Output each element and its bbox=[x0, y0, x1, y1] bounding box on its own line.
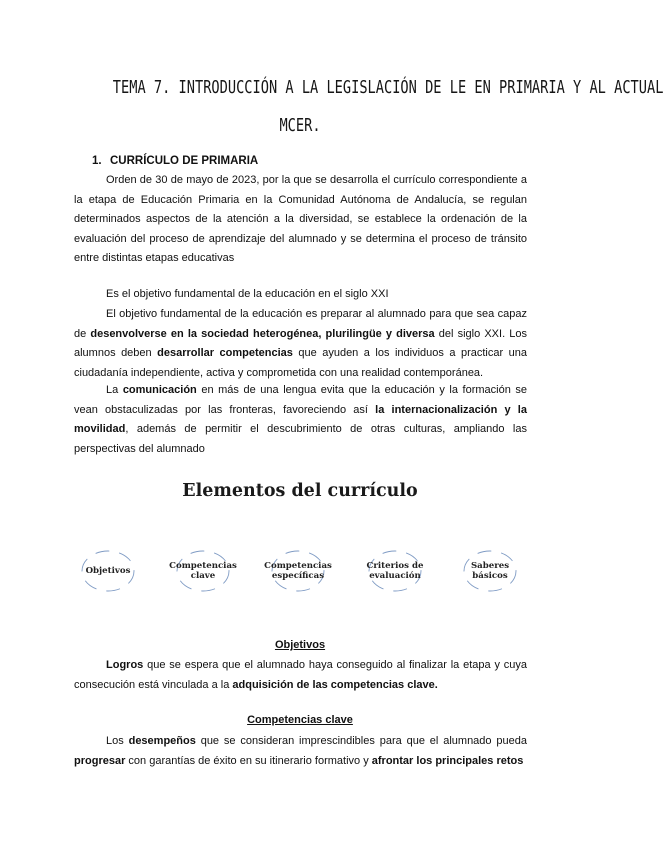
paragraph-objetivo-xxi bbox=[74, 285, 527, 305]
element-saberes-basicos bbox=[452, 548, 528, 594]
paragraph-objetivos bbox=[74, 656, 527, 695]
document-title-line-1: TEMA 7. INTRODUCCIÓN A LA LEGISLACIÓN DE LE EN PRIMARIA Y AL ACTUAL bbox=[112, 78, 663, 98]
bold-run: desempeños bbox=[128, 735, 196, 747]
element-label: Objetivos bbox=[85, 566, 131, 576]
text-run: en más de una lengua evita que la educación y la formación se vean obstaculizadas por las fronteras, favoreciendo así bbox=[74, 384, 527, 416]
section-heading-text: CURRÍCULO DE PRIMARIA bbox=[110, 155, 259, 167]
bold-run: Logros bbox=[106, 659, 144, 671]
text-run: que se espera que el alumnado haya conseguido al finalizar la etapa y cuya consecución está vinculada a la bbox=[74, 659, 527, 691]
element-criterios-evaluacion bbox=[357, 548, 433, 594]
element-objetivos bbox=[70, 548, 146, 594]
element-label: específicas bbox=[271, 571, 325, 581]
element-label: Competencias bbox=[264, 561, 332, 571]
bold-run: adquisición de las competencias clave. bbox=[232, 678, 438, 691]
text-run: del siglo XXI. Los alumnos deben bbox=[74, 327, 527, 359]
text-run: , además de permitir el descubrimiento de otras culturas, ampliando las perspectivas del alumnado bbox=[74, 423, 527, 455]
competencias-clave-heading: Competencias clave bbox=[247, 714, 353, 726]
text-run: con garantías de éxito en su itinerario formativo y bbox=[125, 754, 372, 767]
element-label: Criterios de bbox=[366, 561, 424, 571]
section-number: 1. bbox=[92, 155, 102, 167]
element-label: evaluación bbox=[369, 571, 421, 581]
document-title-line-2: MCER. bbox=[279, 116, 321, 136]
bold-run: desarrollar competencias bbox=[157, 347, 293, 359]
bold-run: comunicación bbox=[122, 384, 197, 396]
bold-run: progresar bbox=[74, 754, 126, 767]
paragraph-objetivo-xxi-text: Es el objetivo fundamental de la educación en el siglo XXI bbox=[106, 288, 389, 300]
curriculum-elements-diagram bbox=[60, 548, 540, 594]
text-run: Los bbox=[106, 735, 129, 747]
bold-run: desenvolverse en la sociedad heterogénea, plurilingüe y diversa bbox=[90, 327, 435, 340]
element-label: Saberes bbox=[470, 561, 510, 571]
section-heading bbox=[92, 155, 258, 167]
bold-run: la internacionalización y la movilidad bbox=[74, 403, 527, 435]
text-run: La bbox=[106, 384, 123, 396]
text-run: que ayuden a los individuos a practicar una ciudadanía independiente, activa y comprometida con una realidad contemporánea. bbox=[74, 347, 527, 379]
bold-run: afrontar los principales retos bbox=[371, 754, 524, 767]
element-label: clave bbox=[190, 571, 216, 581]
text-run: que se consideran imprescindibles para que el alumnado pueda bbox=[195, 735, 527, 747]
element-label: básicos bbox=[472, 571, 508, 581]
text-run: El objetivo fundamental de la educación es preparar al alumnado para que sea capaz de bbox=[74, 308, 527, 340]
paragraph-orden-text: Orden de 30 de mayo de 2023, por la que se desarrolla el currículo correspondiente a la etapa de Educación Primaria en la Comunidad Autónoma de Andalucía, se regulan determinados aspectos de la atención a la diversidad, se establece la ordenación de la evaluación del proceso de aprendizaje del alumnado y se determina el proceso de tránsito entre distintas etapas educativas bbox=[74, 174, 527, 264]
element-competencias-clave bbox=[165, 548, 241, 594]
elements-title: Elementos del currículo bbox=[182, 481, 418, 501]
paragraph-comunicacion bbox=[74, 381, 527, 459]
paragraph-orden bbox=[74, 171, 527, 269]
objetivos-heading: Objetivos bbox=[274, 639, 326, 651]
paragraph-objetivo-fundamental bbox=[74, 305, 527, 383]
element-competencias-especificas bbox=[260, 548, 336, 594]
paragraph-competencias-clave bbox=[74, 732, 527, 771]
element-label: Competencias bbox=[169, 561, 237, 571]
